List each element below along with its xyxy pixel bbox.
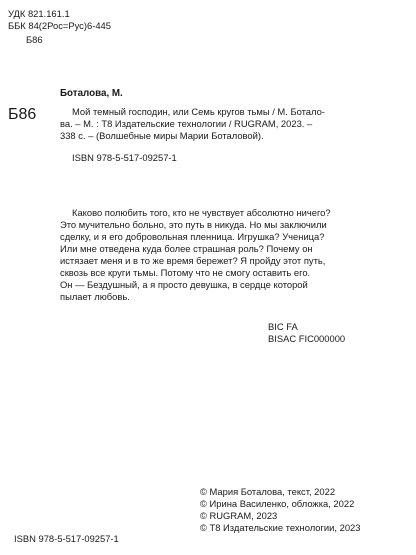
annotation-line-2: Это мучительно больно, это путь в никуда. Но мы заключили xyxy=(60,219,327,230)
copyright-line-3: © RUGRAM, 2023 xyxy=(200,510,278,521)
author-heading: Боталова, М. xyxy=(60,88,123,99)
bic-code: BIC FA xyxy=(268,321,298,332)
catalog-record xyxy=(60,88,382,164)
subject-codes xyxy=(268,321,345,345)
annotation-line-5: истязает меня и в то же время бережет? Я пройду этот путь, xyxy=(60,255,326,266)
udk-code: УДК 821.161.1 xyxy=(8,8,70,19)
annotation xyxy=(60,207,404,303)
catalog-mark: Б86 xyxy=(8,106,37,123)
annotation-line-8: пылает любовь. xyxy=(60,291,130,302)
author-mark: Б86 xyxy=(26,34,43,45)
annotation-line-4: Или мне отведена куда более страшная роль? Почему он xyxy=(60,243,313,254)
annotation-line-1: Каково полюбить того, кто не чувствует абсолютно ничего? xyxy=(72,207,331,218)
catalog-isbn: ISBN 978-5-517-09257-1 xyxy=(72,152,177,163)
copyright-block xyxy=(200,486,360,534)
copyright-line-1: © Мария Боталова, текст, 2022 xyxy=(200,486,336,497)
copyright-line-2: © Ирина Василенко, обложка, 2022 xyxy=(200,498,355,509)
bisac-code: BISAC FIC000000 xyxy=(268,333,346,344)
annotation-line-6: сквозь все круги тьмы. Потому что не смогу оставить его. xyxy=(60,267,311,278)
description-line-3: 338 с. – (Волшебные миры Марии Боталовой). xyxy=(60,130,264,141)
copyright-line-4: © Т8 Издательские технологии, 2023 xyxy=(200,522,361,533)
bbk-code: ББК 84(2Рос=Рус)6-445 xyxy=(8,20,111,31)
description-line-2: ва. – М. : Т8 Издательские технологии / RUGRAM, 2023. – xyxy=(60,118,313,129)
footer-isbn xyxy=(14,533,119,545)
annotation-line-3: сделку, и я его добровольная пленница. Игрушка? Ученица? xyxy=(60,231,325,242)
description-line-1: Мой темный господин, или Семь кругов тьмы / М. Ботало- xyxy=(72,106,325,117)
footer-isbn-text: ISBN 978-5-517-09257-1 xyxy=(14,533,119,544)
classification-block xyxy=(8,8,111,46)
annotation-line-7: Он — Бездушный, а я просто девушка, в сердце которой xyxy=(60,279,308,290)
